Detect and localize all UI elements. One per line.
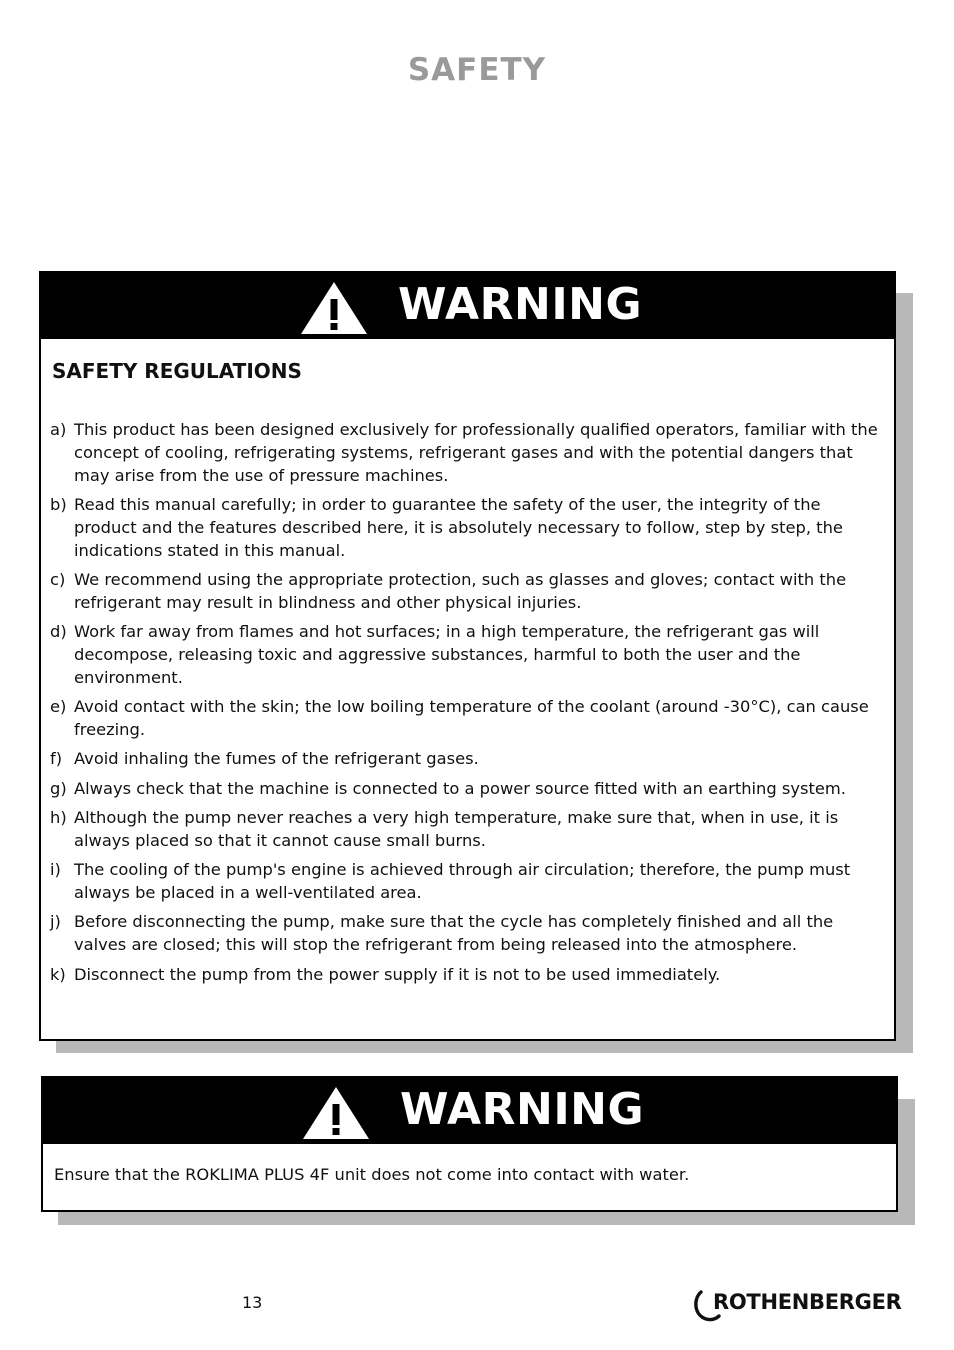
regulation-label: j) (50, 912, 61, 932)
regulation-label: d) (50, 622, 67, 642)
regulation-item (50, 964, 885, 987)
warning-note-text: Ensure that the ROKLIMA PLUS 4F unit does not come into contact with water. (54, 1165, 690, 1184)
regulation-text: Disconnect the pump from the power supply if it is not to be used immediately. (74, 964, 721, 984)
regulation-text: Read this manual carefully; in order to guarantee the safety of the user, the integrity of the product and the features described here, it is absolutely necessary to follow, step by step, the indications stated in this manual. (74, 494, 843, 560)
warning-box-water (41, 1076, 898, 1212)
regulation-item (50, 494, 885, 562)
regulation-item (50, 807, 885, 853)
warning-box-safety-regulations (39, 271, 896, 1041)
regulation-text: Always check that the machine is connected to a power source fitted with an earthing system. (74, 778, 846, 798)
safety-regulations-list (50, 419, 885, 993)
regulation-text: We recommend using the appropriate protection, such as glasses and gloves; contact with the refrigerant may result in blindness and other physical injuries. (74, 569, 847, 612)
regulation-label: g) (50, 778, 67, 798)
warning-header (43, 1078, 896, 1144)
regulation-text: Although the pump never reaches a very high temperature, make sure that, when in use, it is always placed so that it cannot cause small burns. (74, 808, 839, 850)
regulation-item (50, 696, 885, 742)
page-number: 13 (242, 1293, 263, 1312)
regulation-label: b) (50, 494, 67, 514)
regulation-item (50, 569, 885, 615)
brand-logo (692, 1289, 918, 1323)
regulation-text: Work far away from flames and hot surfaces; in a high temperature, the refrigerant gas will decompose, releasing toxic and aggressive substances, harmful to both the user and the environment. (74, 622, 820, 687)
page-title: SAFETY (407, 52, 547, 88)
regulation-item (50, 621, 885, 689)
warning-header (41, 273, 894, 339)
regulation-item (50, 859, 885, 905)
regulation-label: c) (50, 569, 66, 589)
regulation-text: Avoid contact with the skin; the low boiling temperature of the coolant (around -30°C), can cause freezing. (74, 697, 869, 739)
regulation-item (50, 778, 885, 801)
regulation-label: h) (50, 808, 67, 828)
regulation-label: f) (50, 749, 63, 769)
regulation-item (50, 419, 885, 487)
warning-title: WARNING (398, 279, 643, 330)
regulation-text: This product has been designed exclusively for professionally qualified operators, familiar with the concept of cooling, refrigerating systems, refrigerant gases and with the potential dangers that may arise from the use of pressure machines. (74, 420, 878, 485)
regulation-label: e) (50, 697, 67, 717)
regulation-item (50, 748, 885, 771)
regulation-text: Avoid inhaling the fumes of the refrigerant gases. (74, 749, 479, 769)
regulation-text: The cooling of the pump's engine is achieved through air circulation; therefore, the pump must always be placed in a well-ventilated area. (74, 860, 851, 903)
regulation-label: i) (50, 860, 61, 880)
warning-triangle-icon (302, 1086, 370, 1140)
regulation-label: k) (50, 964, 66, 984)
section-heading: SAFETY REGULATIONS (52, 359, 302, 383)
regulation-item (50, 911, 885, 957)
brand-name: ROTHENBERGER (713, 1290, 902, 1314)
warning-triangle-icon (300, 281, 368, 335)
regulation-label: a) (50, 420, 67, 439)
warning-title: WARNING (400, 1084, 645, 1135)
regulation-text: Before disconnecting the pump, make sure that the cycle has completely finished and all the valves are closed; this will stop the refrigerant from being released into the atmosphere. (74, 912, 834, 955)
